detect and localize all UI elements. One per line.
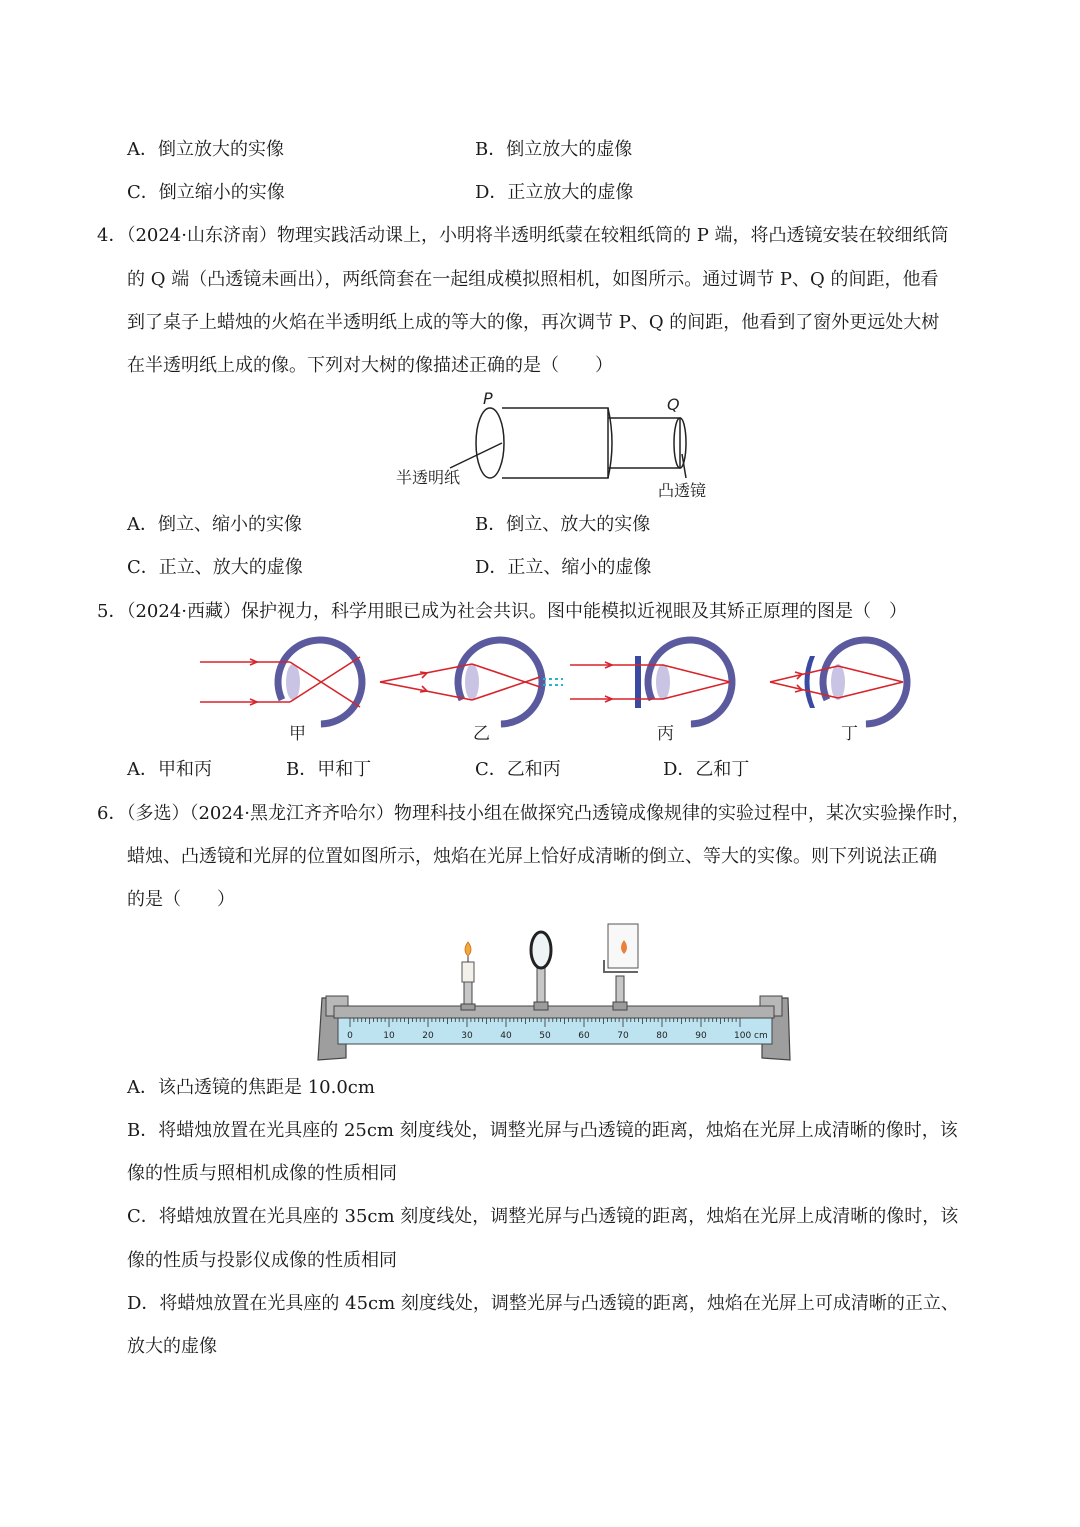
q3-option-a: A．倒立放大的实像 (127, 139, 284, 160)
q4-option-c: C．正立、放大的虚像 (127, 557, 303, 578)
scale-label: 100 cm (734, 1031, 768, 1041)
q6-option-c-line-1: C．将蜡烛放置在光具座的 35cm 刻度线处，调整光屏与凸透镜的距离，烛焰在光屏上成清晰的像时，该 (127, 1206, 959, 1227)
convex-lens (531, 932, 551, 1010)
label-ding: 丁 (841, 724, 858, 744)
scale-label: 50 (539, 1031, 551, 1041)
q6-option-a: A．该凸透镜的焦距是 10.0cm (127, 1077, 375, 1098)
eye-diagrams-figure (195, 632, 920, 747)
label-lens: 凸透镜 (658, 481, 707, 500)
label-bing: 丙 (657, 724, 674, 744)
q4-stem-line-3: 到了桌子上蜡烛的火焰在半透明纸上成的等大的像，再次调节 P、Q 的间距，他看到了窗外更远处大树 (127, 312, 940, 333)
light-screen (604, 924, 638, 1010)
q6-option-d-line-1: D．将蜡烛放置在光具座的 45cm 刻度线处，调整光屏与凸透镜的距离，烛焰在光屏上可成清晰的正立、 (127, 1293, 959, 1314)
camera-model-figure (380, 388, 720, 506)
q5-option-d: D．乙和丁 (663, 759, 750, 780)
eye-diagram-yi (380, 632, 563, 738)
scale-label: 60 (578, 1031, 590, 1041)
q4-stem-line-2: 的 Q 端（凸透镜未画出），两纸筒套在一起组成模拟照相机，如图所示。通过调节 P、Q 的间距，他看 (127, 269, 939, 290)
q4-option-d: D．正立、缩小的虚像 (475, 557, 652, 578)
q6-option-b-line-2: 像的性质与照相机成像的性质相同 (127, 1163, 397, 1184)
scale-label: 0 (347, 1031, 353, 1041)
q6-option-c-line-2: 像的性质与投影仪成像的性质相同 (127, 1250, 397, 1271)
scale-label: 80 (656, 1031, 668, 1041)
q4-stem-line-1: 4．（2024·山东济南）物理实践活动课上，小明将半透明纸蒙在较粗纸筒的 P 端，将凸透镜安装在较细纸筒 (97, 225, 949, 246)
q5-option-c: C．乙和丙 (475, 759, 561, 780)
q6-option-b-line-1: B．将蜡烛放置在光具座的 25cm 刻度线处，调整光屏与凸透镜的距离，烛焰在光屏上成清晰的像时，该 (127, 1120, 958, 1141)
eye-diagram-ding (770, 632, 920, 738)
q5-option-a: A．甲和丙 (127, 759, 212, 780)
scale-label: 10 (383, 1031, 395, 1041)
q4-option-a: A．倒立、缩小的实像 (127, 514, 302, 535)
q4-stem-line-4: 在半透明纸上成的像。下列对大树的像描述正确的是（ ） (127, 355, 613, 376)
q5-option-b: B．甲和丁 (286, 759, 372, 780)
q3-option-b: B．倒立放大的虚像 (475, 139, 633, 160)
label-p: P (483, 389, 493, 408)
eye-diagram-jia (200, 632, 376, 738)
scale-label: 90 (695, 1031, 707, 1041)
scale-label: 30 (461, 1031, 473, 1041)
eye-diagram-bing (570, 632, 746, 738)
q5-stem-line-1: 5．（2024·西藏）保护视力，科学用眼已成为社会共识。图中能模拟近视眼及其矫正原理的图是（ ） (97, 601, 907, 622)
label-paper: 半透明纸 (396, 468, 461, 487)
label-q: Q (667, 395, 680, 414)
scale-label: 20 (422, 1031, 434, 1041)
q6-option-d-line-2: 放大的虚像 (127, 1336, 217, 1357)
q6-stem-line-2: 蜡烛、凸透镜和光屏的位置如图所示，烛焰在光屏上恰好成清晰的倒立、等大的实像。则下列说法正确 (127, 846, 937, 867)
q6-stem-line-1: 6．（多选）（2024·黑龙江齐齐哈尔）物理科技小组在做探究凸透镜成像规律的实验过程中，某次实验操作时， (97, 803, 970, 824)
label-yi: 乙 (473, 724, 490, 744)
q4-option-b: B．倒立、放大的实像 (475, 514, 651, 535)
scale-label: 70 (617, 1031, 629, 1041)
scale-label: 40 (500, 1031, 512, 1041)
q3-option-c: C．倒立缩小的实像 (127, 182, 285, 203)
candle (461, 942, 475, 1010)
q3-option-d: D．正立放大的虚像 (475, 182, 634, 203)
optical-bench-figure (312, 920, 797, 1068)
q6-stem-line-3: 的是（ ） (127, 889, 235, 910)
label-jia: 甲 (289, 724, 306, 744)
